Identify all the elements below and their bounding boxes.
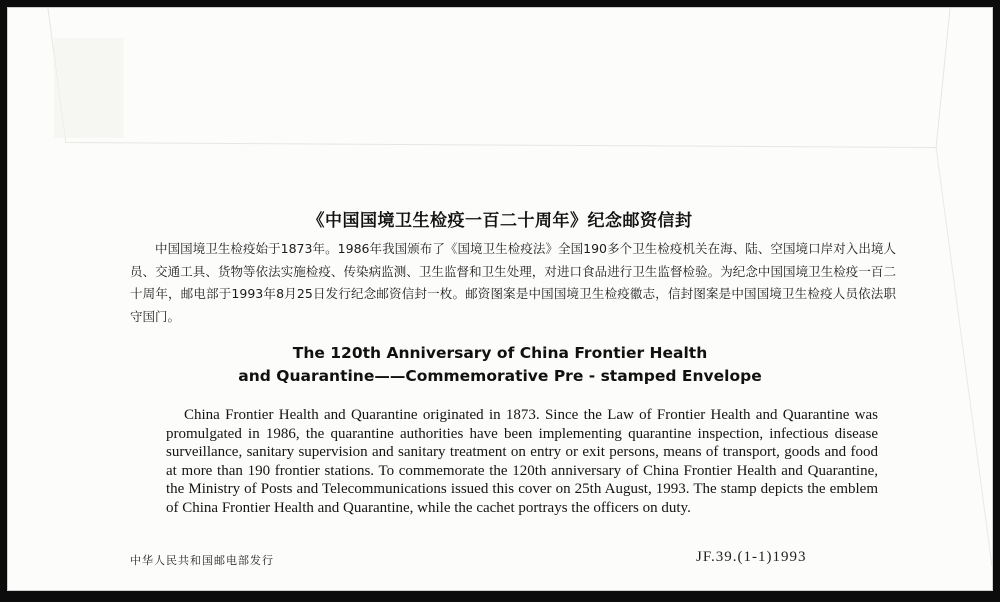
envelope-back: [7, 7, 993, 591]
cover-code: JF.39.(1-1)1993: [696, 549, 807, 565]
english-description: China Frontier Health and Quarantine originated in 1873. Since the Law of Frontier Health and Quarantine was promulgated in 1986, the quarantine authorities have been implementing quarantine inspection, infectious disease surveillance, sanitary supervision and sanitary treatment on entry or exit persons, means of transport, goods and food at more than 190 frontier stations. To commemorate the 120th anniversary of China Frontier Health and Quarantine, the Ministry of Posts and Telecommunications issued this cover on 25th August, 1993. The stamp depicts the emblem of China Frontier Health and Quarantine, while the cachet portrays the officers on duty.: [166, 407, 878, 516]
english-title-line-2: and Quarantine——Commemorative Pre - stamped Envelope: [238, 367, 762, 385]
english-title: [8, 342, 992, 388]
chinese-title: 《中国国境卫生检疫一百二十周年》纪念邮资信封: [307, 211, 693, 231]
publisher-line: 中华人民共和国邮电部发行: [130, 554, 274, 567]
english-title-line-1: The 120th Anniversary of China Frontier Health: [292, 344, 708, 362]
chinese-description: 中国国境卫生检疫始于1873年。1986年我国颁布了《国境卫生检疫法》全国190多个卫生检疫机关在海、陆、空国境口岸对入出境人员、交通工具、货物等依法实施检疫、传染病监测、卫生监督和卫生处理，对进口食品进行卫生监督检验。为纪念中国国境卫生检疫一百二十周年，邮电部于1993年8月25日发行纪念邮资信封一枚。邮资图案是中国国境卫生检疫徽志，信封图案是中国国境卫生检疫人员依法职守国门。: [130, 241, 896, 324]
